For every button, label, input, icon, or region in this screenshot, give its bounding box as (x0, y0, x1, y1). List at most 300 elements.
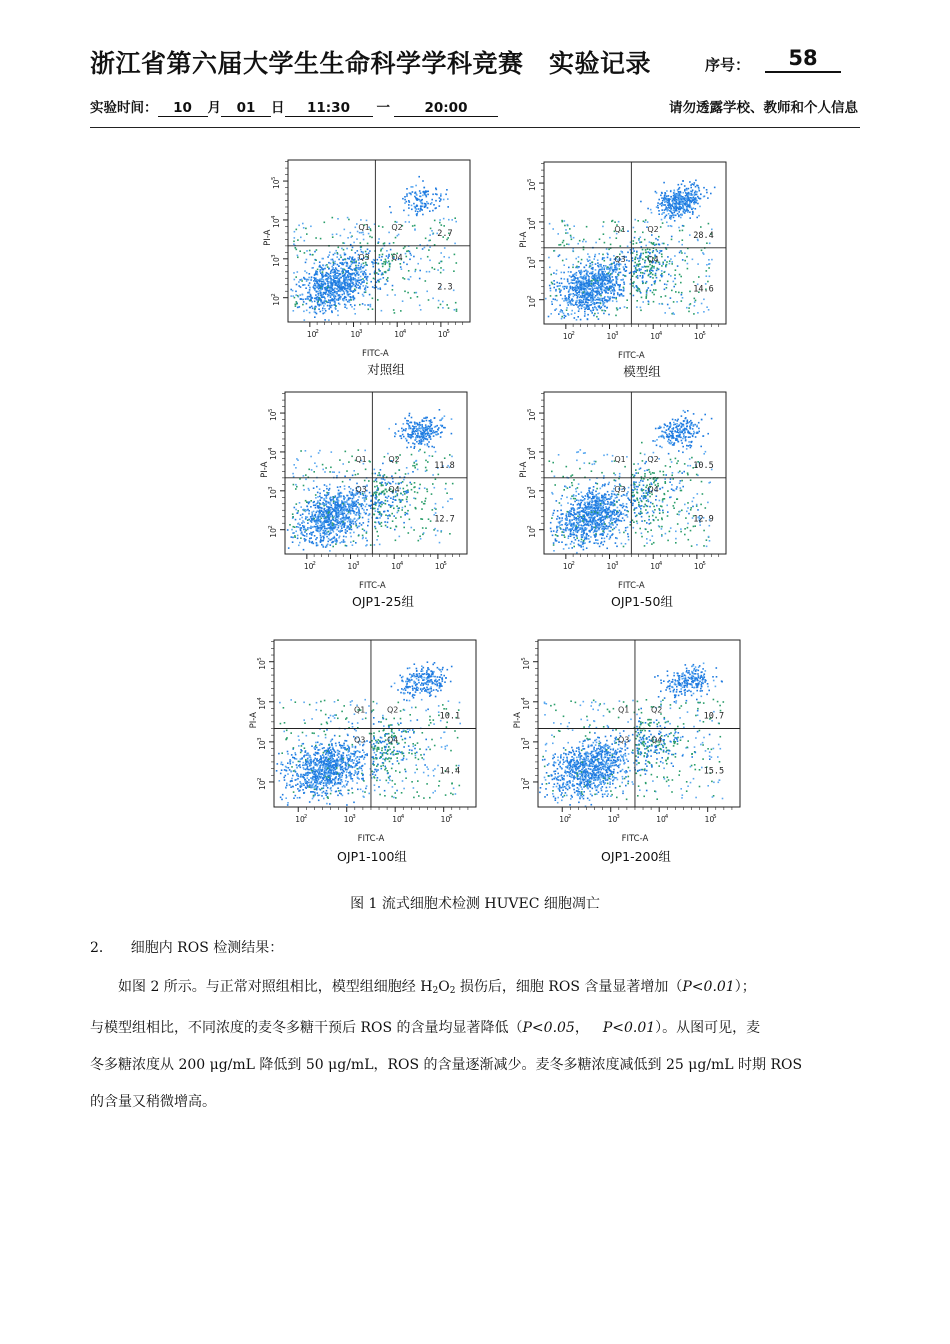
event-dot (305, 530, 307, 532)
event-dot (351, 510, 353, 512)
event-dot (605, 288, 607, 290)
event-dot (379, 514, 381, 516)
event-dot (345, 282, 347, 284)
event-dot (334, 537, 336, 539)
event-dot (617, 292, 619, 294)
event-dot (686, 256, 688, 258)
event-dot (329, 488, 331, 490)
event-dot (336, 513, 338, 515)
event-dot (327, 521, 329, 523)
event-dot (290, 289, 292, 291)
event-dot (339, 472, 341, 474)
event-dot (612, 285, 614, 287)
event-dot (688, 188, 690, 190)
event-dot (343, 526, 345, 528)
event-dot (350, 299, 352, 301)
event-dot (706, 192, 708, 194)
event-dot (324, 494, 326, 496)
event-dot (651, 242, 653, 244)
event-dot (347, 237, 349, 239)
event-dot (349, 505, 351, 507)
event-dot (353, 260, 355, 262)
event-dot (335, 305, 337, 307)
event-dot (583, 281, 585, 283)
event-dot (314, 308, 316, 310)
event-dot (680, 208, 682, 210)
event-dot (293, 532, 295, 534)
event-dot (353, 470, 355, 472)
event-dot (343, 249, 345, 251)
event-dot (293, 243, 295, 245)
event-dot (414, 206, 416, 208)
event-dot (601, 283, 603, 285)
event-dot (333, 527, 335, 529)
event-dot (380, 250, 382, 252)
event-dot (334, 298, 336, 300)
event-dot (601, 284, 603, 286)
event-dot (666, 287, 668, 289)
event-dot (568, 302, 570, 304)
event-dot (356, 500, 358, 502)
event-dot (671, 236, 673, 238)
event-dot (352, 498, 354, 500)
event-dot (343, 539, 345, 541)
event-dot (305, 516, 307, 518)
event-dot (692, 213, 694, 215)
y-tick-exponent: 3 (527, 256, 533, 260)
event-dot (326, 289, 328, 291)
event-dot (367, 243, 369, 245)
event-dot (418, 208, 420, 210)
event-dot (358, 496, 360, 498)
event-dot (623, 287, 625, 289)
event-dot (583, 249, 585, 251)
event-dot (357, 280, 359, 282)
event-dot (348, 498, 350, 500)
event-dot (350, 285, 352, 287)
event-dot (400, 516, 402, 518)
event-dot (633, 271, 635, 273)
event-dot (407, 510, 409, 512)
event-dot (345, 545, 347, 547)
event-dot (642, 275, 644, 277)
event-dot (319, 525, 321, 527)
event-dot (350, 488, 352, 490)
event-dot (442, 301, 444, 303)
event-dot (612, 289, 614, 291)
event-dot (310, 506, 312, 508)
event-dot (412, 443, 414, 445)
event-dot (355, 227, 357, 229)
event-dot (657, 202, 659, 204)
event-dot (435, 431, 437, 433)
event-dot (393, 309, 395, 311)
event-dot (293, 526, 295, 528)
event-dot (355, 521, 357, 523)
event-dot (671, 239, 673, 241)
q4-percentage: 14.6 (693, 284, 714, 295)
event-dot (412, 225, 414, 227)
event-dot (408, 270, 410, 272)
event-dot (637, 220, 639, 222)
event-dot (571, 279, 573, 281)
event-dot (361, 232, 363, 234)
event-dot (337, 252, 339, 254)
event-dot (351, 290, 353, 292)
event-dot (335, 292, 337, 294)
event-dot (597, 283, 599, 285)
event-dot (393, 242, 395, 244)
event-dot (588, 276, 590, 278)
event-dot (573, 276, 575, 278)
event-dot (322, 303, 324, 305)
event-dot (668, 207, 670, 209)
x-tick-label: 10 (394, 330, 404, 339)
event-dot (582, 286, 584, 288)
event-dot (319, 516, 321, 518)
event-dot (433, 430, 435, 432)
event-dot (335, 520, 337, 522)
event-dot (317, 500, 319, 502)
event-dot (320, 541, 322, 543)
event-dot (303, 301, 305, 303)
event-dot (678, 184, 680, 186)
event-dot (320, 513, 322, 515)
event-dot (317, 492, 319, 494)
event-dot (652, 277, 654, 279)
event-dot (314, 316, 316, 318)
event-dot (692, 259, 694, 261)
event-dot (439, 197, 441, 199)
event-dot (342, 524, 344, 526)
event-dot (359, 232, 361, 234)
event-dot (316, 249, 318, 251)
event-dot (441, 530, 443, 532)
event-dot (599, 286, 601, 288)
event-dot (444, 415, 446, 417)
event-dot (352, 489, 354, 491)
event-dot (422, 534, 424, 536)
event-dot (610, 273, 612, 275)
event-dot (585, 277, 587, 279)
event-dot (348, 299, 350, 301)
event-dot (324, 508, 326, 510)
event-dot (313, 480, 315, 482)
event-dot (338, 290, 340, 292)
event-dot (550, 288, 552, 290)
event-dot (611, 221, 613, 223)
event-dot (573, 304, 575, 306)
event-dot (358, 268, 360, 270)
event-dot (340, 486, 342, 488)
event-dot (349, 492, 351, 494)
event-dot (607, 296, 609, 298)
event-dot (326, 532, 328, 534)
event-dot (578, 261, 580, 263)
event-dot (353, 273, 355, 275)
event-dot (658, 236, 660, 238)
event-dot (344, 497, 346, 499)
event-dot (329, 539, 331, 541)
event-dot (689, 181, 691, 183)
event-dot (574, 317, 576, 319)
event-dot (313, 518, 315, 520)
event-dot (639, 242, 641, 244)
event-dot (415, 269, 417, 271)
event-dot (440, 252, 442, 254)
event-dot (588, 308, 590, 310)
event-dot (567, 302, 569, 304)
event-dot (561, 283, 563, 285)
event-dot (320, 295, 322, 297)
event-dot (301, 522, 303, 524)
event-dot (678, 216, 680, 218)
event-dot (634, 287, 636, 289)
event-dot (449, 533, 451, 535)
quadrant-label: Q1 (358, 222, 370, 232)
event-dot (309, 282, 311, 284)
event-dot (357, 502, 359, 504)
event-dot (439, 542, 441, 544)
event-dot (338, 517, 340, 519)
event-dot (325, 274, 327, 276)
event-dot (425, 206, 427, 208)
event-dot (593, 258, 595, 260)
event-dot (598, 298, 600, 300)
event-dot (369, 460, 371, 462)
event-dot (303, 485, 305, 487)
event-dot (390, 497, 392, 499)
event-dot (299, 306, 301, 308)
event-dot (317, 301, 319, 303)
event-dot (619, 307, 621, 309)
event-dot (386, 250, 388, 252)
event-dot (609, 237, 611, 239)
event-dot (378, 281, 380, 283)
event-dot (588, 285, 590, 287)
event-dot (380, 249, 382, 251)
event-dot (373, 278, 375, 280)
event-dot (433, 435, 435, 437)
y-axis-label: PI-A (263, 229, 273, 246)
event-dot (626, 260, 628, 262)
event-dot (416, 436, 418, 438)
event-dot (327, 256, 329, 258)
event-dot (304, 278, 306, 280)
event-dot (687, 200, 689, 202)
quadrant-label: Q1 (614, 224, 626, 234)
event-dot (320, 539, 322, 541)
event-dot (411, 527, 413, 529)
event-dot (600, 308, 602, 310)
event-dot (564, 317, 566, 319)
event-dot (301, 298, 303, 300)
event-dot (404, 493, 406, 495)
event-dot (644, 221, 646, 223)
event-dot (646, 252, 648, 254)
event-dot (413, 529, 415, 531)
event-dot (608, 282, 610, 284)
event-dot (599, 238, 601, 240)
y-tick-label: 10 (528, 298, 537, 308)
event-dot (586, 273, 588, 275)
event-dot (407, 436, 409, 438)
event-dot (415, 426, 417, 428)
event-dot (557, 233, 559, 235)
event-dot (614, 284, 616, 286)
event-dot (641, 297, 643, 299)
event-dot (300, 506, 302, 508)
event-dot (382, 485, 384, 487)
event-dot (352, 277, 354, 279)
event-dot (447, 198, 449, 200)
event-dot (562, 242, 564, 244)
event-dot (662, 303, 664, 305)
event-dot (570, 271, 572, 273)
event-dot (681, 184, 683, 186)
event-dot (671, 261, 673, 263)
event-dot (423, 440, 425, 442)
event-dot (583, 271, 585, 273)
event-dot (684, 260, 686, 262)
event-dot (568, 283, 570, 285)
event-dot (674, 212, 676, 214)
event-dot (330, 522, 332, 524)
event-dot (584, 315, 586, 317)
event-dot (592, 303, 594, 305)
event-dot (310, 298, 312, 300)
event-dot (414, 465, 416, 467)
event-dot (345, 285, 347, 287)
event-dot (366, 504, 368, 506)
event-dot (309, 312, 311, 314)
event-dot (338, 537, 340, 539)
event-dot (690, 207, 692, 209)
event-dot (561, 272, 563, 274)
event-dot (336, 288, 338, 290)
event-dot (636, 276, 638, 278)
event-dot (304, 540, 306, 542)
event-dot (404, 196, 406, 198)
event-dot (596, 288, 598, 290)
event-dot (319, 488, 321, 490)
event-dot (604, 257, 606, 259)
event-dot (306, 505, 308, 507)
event-dot (329, 484, 331, 486)
event-dot (409, 201, 411, 203)
event-dot (682, 180, 684, 182)
event-dot (320, 533, 322, 535)
event-dot (330, 259, 332, 261)
event-dot (319, 298, 321, 300)
event-dot (408, 442, 410, 444)
event-dot (320, 537, 322, 539)
event-dot (340, 291, 342, 293)
event-dot (376, 517, 378, 519)
event-dot (700, 226, 702, 228)
event-dot (322, 308, 324, 310)
event-dot (402, 434, 404, 436)
event-dot (602, 298, 604, 300)
event-dot (658, 268, 660, 270)
event-dot (378, 269, 380, 271)
event-dot (295, 304, 297, 306)
event-dot (451, 418, 453, 420)
event-dot (447, 206, 449, 208)
event-dot (408, 204, 410, 206)
event-dot (340, 519, 342, 521)
event-dot (691, 193, 693, 195)
event-dot (591, 312, 593, 314)
event-dot (549, 223, 551, 225)
event-dot (668, 213, 670, 215)
event-dot (410, 297, 412, 299)
serial-number: 58 (765, 46, 841, 73)
event-dot (330, 307, 332, 309)
event-dot (646, 290, 648, 292)
event-dot (369, 492, 371, 494)
event-dot (456, 310, 458, 312)
event-dot (390, 212, 392, 214)
event-dot (308, 503, 310, 505)
event-dot (330, 296, 332, 298)
event-dot (359, 286, 361, 288)
event-dot (564, 278, 566, 280)
event-dot (679, 274, 681, 276)
event-dot (324, 287, 326, 289)
event-dot (304, 538, 306, 540)
event-dot (656, 206, 658, 208)
event-dot (351, 492, 353, 494)
event-dot (299, 294, 301, 296)
event-dot (344, 501, 346, 503)
event-dot (352, 504, 354, 506)
event-dot (308, 519, 310, 521)
event-dot (339, 530, 341, 532)
event-dot (381, 256, 383, 258)
event-dot (314, 311, 316, 313)
event-dot (607, 257, 609, 259)
event-dot (400, 310, 402, 312)
event-dot (602, 271, 604, 273)
event-dot (680, 203, 682, 205)
event-dot (452, 483, 454, 485)
event-dot (600, 269, 602, 271)
event-dot (661, 250, 663, 252)
event-dot (366, 498, 368, 500)
event-dot (316, 273, 318, 275)
event-dot (336, 281, 338, 283)
event-dot (678, 208, 680, 210)
event-dot (359, 526, 361, 528)
event-dot (597, 280, 599, 282)
event-dot (404, 199, 406, 201)
event-dot (317, 286, 319, 288)
event-dot (331, 270, 333, 272)
event-dot (588, 256, 590, 258)
event-dot (665, 265, 667, 267)
event-dot (682, 225, 684, 227)
event-dot (693, 281, 695, 283)
event-dot (571, 298, 573, 300)
event-dot (352, 269, 354, 271)
event-dot (407, 292, 409, 294)
event-dot (299, 542, 301, 544)
event-dot (604, 287, 606, 289)
event-dot (694, 305, 696, 307)
event-dot (352, 475, 354, 477)
event-dot (363, 522, 365, 524)
